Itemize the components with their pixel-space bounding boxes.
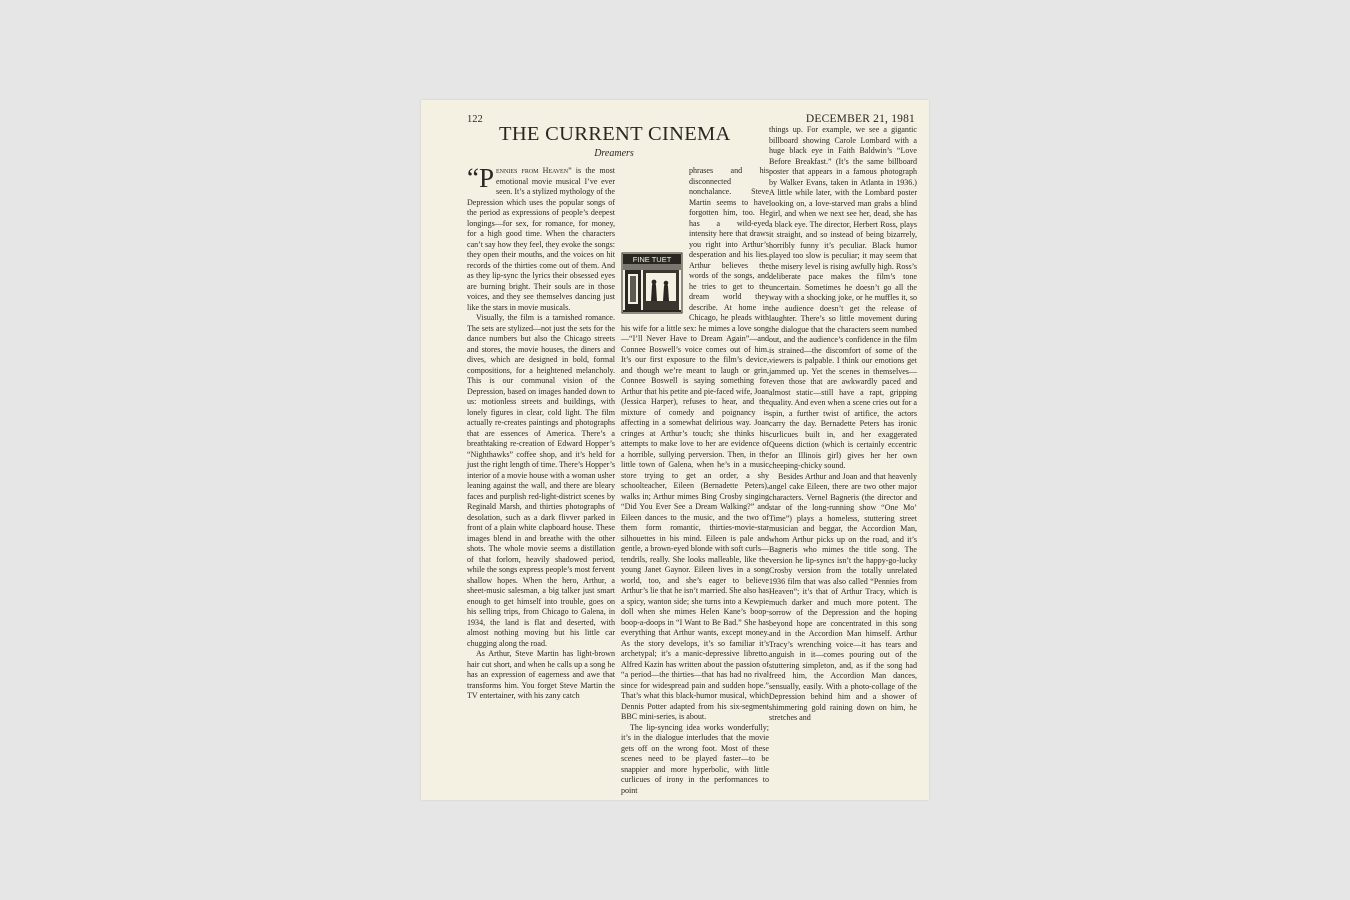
page-number: 122	[467, 114, 483, 125]
paragraph: Visually, the film is a tarnished romance. The sets are stylized—not just the sets for the dance numbers but also the Chicago streets and stores, the movie houses, the diners and dives, which are designed in bold, formal compositions, for a heightened melancholy. This is our communal vision of the Depression, based on images handed down to us: motionless streets and buildings, with lonely figures in clear, cold light. The film actually re-creates paintings and photographs that are essences of America. There’s a breathtaking re-creation of Edward Hopper’s “Nighthawks” coffee shop, and it’s held for just the right length of time. There’s Hopper’s interior of a movie house with a woman usher leaning against the wall, and there are bleary faces and purplish red-light-district scenes by Reginald Marsh, and thirties photographs of desolation, such as a dark flivver parked in front of a plain white clapboard house. These images blend in and breathe with the other shots. The whole movie seems a distillation of that forlorn, heavily shadowed period, while the songs express people’s most fervent shallow hopes. When the hero, Arthur, a sheet-music salesman, a big talker just smart enough to get himself into trouble, goes on his selling trips, from Chicago to Galena, in 1934, the land is flat and deserted, with almost nothing moving but his little car chugging along the road.	[467, 313, 615, 648]
paragraph: The lip-syncing idea works wonderfully; it’s in the dialogue interludes that the movie gets off on the wrong foot. Most of these scenes need to be played faster—to be snappier and more hyperbolic, with little curlicues of irony in the performances to point	[621, 722, 769, 795]
spot-illustration	[621, 252, 683, 314]
text-column-2	[621, 166, 769, 795]
magazine-page	[421, 100, 929, 800]
sign-lettering: FINE TUET	[632, 255, 672, 264]
paragraph: As Arthur, Steve Martin has light-brown hair cut short, and when he calls up a song he has an expression of eagerness and awe that transforms him. You forget Steve Martin the TV entertainer, with his zany catch	[467, 649, 615, 700]
issue-date: DECEMBER 21, 1981	[805, 113, 915, 125]
text-column-1	[467, 163, 616, 776]
text-column-3	[769, 125, 917, 776]
lead-in-smallcaps: ennies from Heaven	[496, 166, 569, 175]
storefront-illustration-icon	[621, 252, 683, 314]
paragraph-text: phrases and his disconnected nonchalance. Steve Martin seems to have forgotten him, too. He has a wild-eyed intensity here that draws you right into Arthur’s desperation and his lies. Arthur believes the words of the songs, and he tries to get to the dream world they describe. At home in Chicago, he pleads with his wife for a little sex: he mimes a love song—“I’ll Never Have to Dream Again”—and Connee Boswell’s voice comes out of him. It’s our first exposure to the film’s device, and though we’re meant to laugh or grin, Connee Boswell is saying something for Arthur that his petite and pie-faced wife, Joan (Jessica Harper), refuses to hear, and the mixture of comedy and poignancy is affecting in a somewhat delirious way. Joan cringes at Arthur’s touch; she thinks his attempts to make love to her are evidence of a horrible, sullying perversion. Then, in the little town of Galena, when he’s in a music store trying to get an order, a shy schoolteacher, Eileen (Bernadette Peters), walks in; Arthur mimes Bing Crosby singing “Did You Ever See a Dream Walking?” and Eileen dances to the music, and the two of them form romantic, thirties-movie-star silhouettes in his mind. Eileen is pale and gentle, a brown-eyed blonde with soft curls—tendrils, really. She looks malleable, like the young Janet Gaynor. Eileen lives in a song world, too, and she’s eager to believe Arthur’s lie that he isn’t married. She also has a spicy, wanton side; she turns into a Kewpie doll when she mimes Helen Kane’s boop-boop-a-doops in “I Want to Be Bad.” She has everything that Arthur wants, except money. As the story develops, it’s so familiar it’s archetypal; it’s a manic-depressive libretto. Alfred Kazin has written about the passion of “a period—the thirties—that has had no rival since for widespread pain and sudden hope.” That’s what this black-humor musical, which Dennis Potter adapted from his six-segment BBC mini-series, is about.	[621, 166, 769, 721]
paragraph	[467, 163, 616, 313]
section-title: THE CURRENT CINEMA	[499, 123, 731, 145]
paragraph: things up. For example, we see a gigantic billboard showing Carole Lombard with a huge black eye in Faith Baldwin’s “Love Before Breakfast.” (It’s the same billboard poster that appears in a famous photograph by Walker Evans, taken in Atlanta in 1936.) A little while later, with the Lombard poster looking on, a love-starved man grabs a blind girl, and when we next see her, dead, she has a black eye. The director, Herbert Ross, plays it straight, and so instead of being bizarrely, horribly funny it’s peculiar. Black humor played too slow is peculiar; it may seem that the misery level is rising awfully high. Ross’s deliberate pace makes the film’s tone uncertain. Sometimes he doesn’t go all the way with a shocking joke, or he muffles it, so the audience doesn’t get the release of laughter. There’s so little movement during the dialogue that the characters seem numbed out, and the audience’s confidence in the film is strained—the discomfort of some of the viewers is palpable. I think our emotions get jammed up. Yet the scenes in themselves—even those that are awkwardly paced and almost static—still have a rapt, gripping quality. And even when a scene cries out for a spin, a further twist of artifice, the actors carry the day. Bernadette Peters has ironic curlicues built in, and her exaggerated Queens diction (which is certainly eccentric for an Illinois girl) gives her her own cheeping-chicky sound.	[769, 125, 917, 470]
paragraph	[621, 166, 769, 723]
paragraph: Besides Arthur and Joan and that heavenly angel cake Eileen, there are two other major characters. Vernel Bagneris (the director and star of the long-running show “One Mo’ Time”) plays a homeless, stuttering street musician and beggar, the Accordion Man, whom Arthur picks up on the road, and it’s Bagneris who mimes the title song. The version he lip-syncs isn’t the happy-go-lucky Crosby version from the totally unrelated 1936 film that was also called “Pennies from Heaven”; it’s that of Arthur Tracy, which is much darker and much more potent. The sorrow of the Depression and the hoping beyond hope are concentrated in this song and in the Accordion Man himself. Arthur Tracy’s wrenching voice—it has tears and anguish in it—comes pouring out of the stuttering simpleton, and, as if the song had freed him, the Accordion Man dances, sensually, easily. With a photo-collage of the Depression behind him and a shower of shimmering gold raining down on him, he stretches and	[769, 471, 917, 722]
paragraph-text: ” is the most emotional movie musical I’ve ever seen. It’s a stylized mythology of the Depression which uses the popular songs of the period as expressions of people’s deepest longings—for sex, for romance, for money, for a high good time. When the characters can’t say how they feel, they evoke the songs: they open their mouths, and the voices on hit records of the thirties come out of them. And as they lip-sync the lyrics their obsessed eyes are burning bright. Their souls are in those voices, and they see themselves dancing just like the stars in movie musicals.	[467, 166, 616, 312]
drop-cap: “P	[467, 163, 494, 193]
article-subtitle: Dreamers	[594, 148, 634, 159]
